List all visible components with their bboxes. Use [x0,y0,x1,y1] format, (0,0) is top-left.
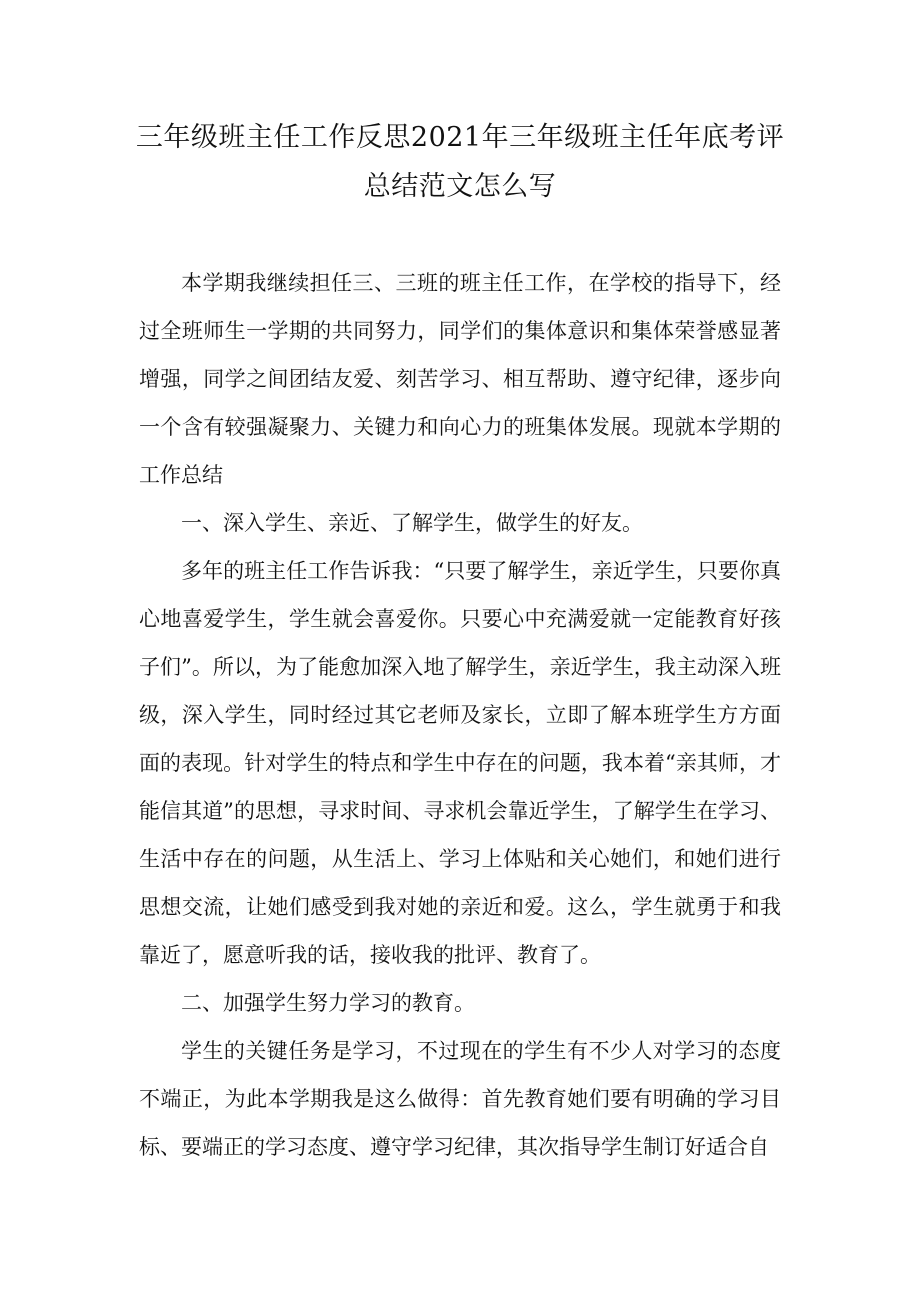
document-body [139,259,781,1171]
section-heading-1: 一、深入学生、亲近、了解学生，做学生的好友。 [181,511,643,535]
paragraph-section-2: 学生的关键任务是学习，不过现在的学生有不少人对学习的态度不端正，为此本学期我是这么做得：首先教育她们要有明确的学习目标、要端正的学习态度、遵守学习纪律，其次指导学生制订好适合自 [139,1039,781,1159]
section-heading-2: 二、加强学生努力学习的教育。 [181,991,475,1015]
paragraph-intro: 本学期我继续担任三、三班的班主任工作，在学校的指导下，经过全班师生一学期的共同努力，同学们的集体意识和集体荣誉感显著增强，同学之间团结友爱、刻苦学习、相互帮助、遵守纪律，逐步向一个含有较强凝聚力、关键力和向心力的班集体发展。现就本学期的工作总结 [139,271,781,487]
document-title: 三年级班主任工作反思2021年三年级班主任年底考评总结范文怎么写 [135,122,785,202]
paragraph-section-1: 多年的班主任工作告诉我：“只要了解学生，亲近学生，只要你真心地喜爱学生，学生就会喜爱你。只要心中充满爱就一定能教育好孩子们”。所以，为了能愈加深入地了解学生，亲近学生，我主动深入班级，深入学生，同时经过其它老师及家长，立即了解本班学生方方面面的表现。针对学生的特点和学生中存在的问题，我本着“亲其师，才能信其道”的思想，寻求时间、寻求机会靠近学生，了解学生在学习、生活中存在的问题，从生活上、学习上体贴和关心她们，和她们进行思想交流，让她们感受到我对她的亲近和爱。这么，学生就勇于和我靠近了，愿意听我的话，接收我的批评、教育了。 [139,559,781,967]
